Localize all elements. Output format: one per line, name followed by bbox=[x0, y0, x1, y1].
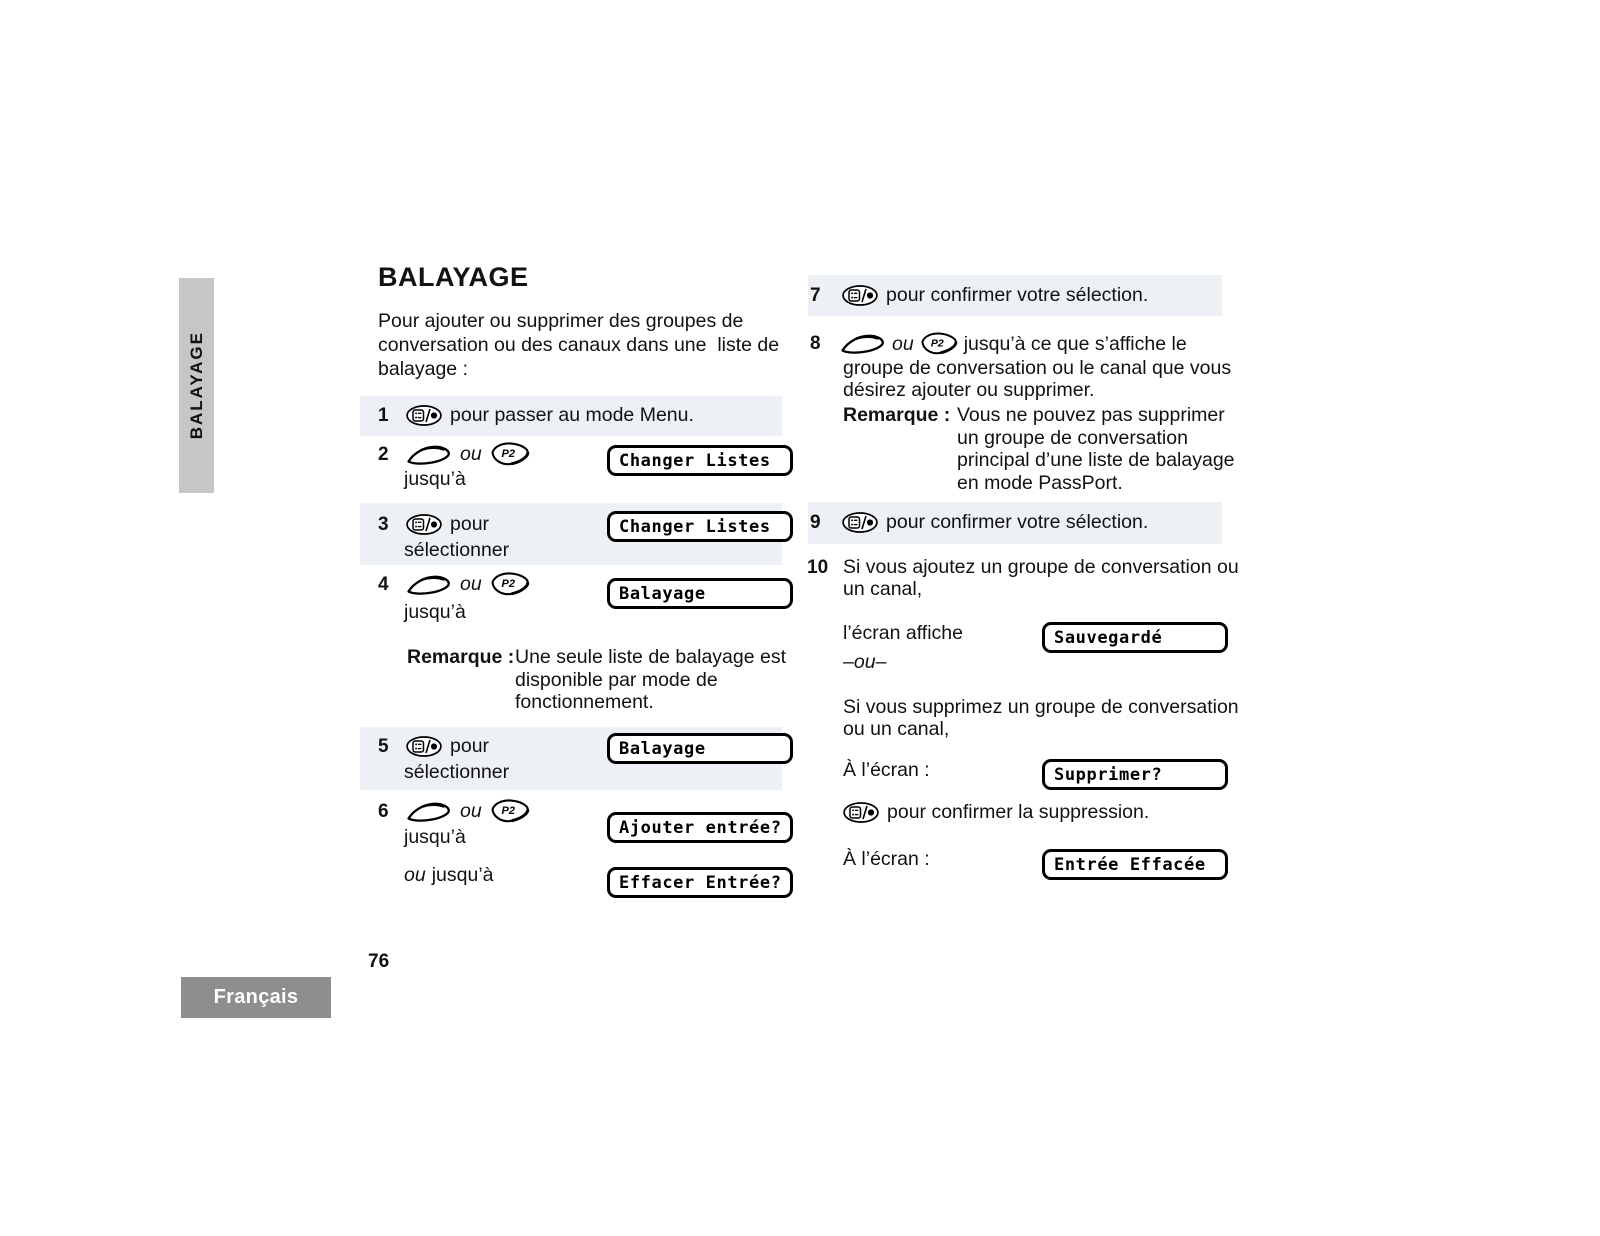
screen-shows-label: l’écran affiche bbox=[843, 622, 963, 644]
menu-select-button-icon bbox=[406, 736, 442, 757]
p2-button-label: P2 bbox=[501, 448, 515, 460]
lcd-balayage bbox=[607, 578, 793, 609]
note-line: principal d’une liste de balayage bbox=[957, 449, 1235, 471]
intro-line: balayage : bbox=[378, 358, 468, 380]
lcd-text: Changer Listes bbox=[619, 450, 771, 471]
step-6-alternative bbox=[404, 864, 494, 887]
step-10-line3: Si vous supprimez un groupe de conversation bbox=[843, 696, 1239, 718]
p2-button-icon bbox=[490, 441, 530, 468]
step-text: jusqu’à ce que s’affiche le bbox=[963, 332, 1187, 355]
step-4-continuation: jusqu’à bbox=[404, 601, 466, 623]
step-6 bbox=[378, 798, 530, 825]
lcd-text: Supprimer? bbox=[1054, 764, 1163, 785]
sidebar-tab-balayage bbox=[179, 278, 214, 493]
dash: – bbox=[875, 651, 887, 673]
step-6-continuation: jusqu’à bbox=[404, 826, 466, 848]
step-10 bbox=[807, 556, 1239, 579]
or-word: ou bbox=[460, 800, 482, 822]
step-number: 6 bbox=[378, 800, 389, 822]
lcd-sauvegarde bbox=[1042, 622, 1228, 653]
lcd-balayage bbox=[607, 733, 793, 764]
lcd-text: Ajouter entrée? bbox=[619, 817, 782, 838]
step-text: pour bbox=[450, 735, 490, 757]
step-5-continuation: sélectionner bbox=[404, 761, 510, 783]
step-text: pour confirmer votre sélection. bbox=[886, 284, 1149, 306]
step-8 bbox=[810, 331, 1187, 357]
step-number: 8 bbox=[810, 333, 821, 354]
lcd-text: Entrée Effacée bbox=[1054, 854, 1206, 875]
step-text: pour confirmer la suppression. bbox=[887, 801, 1150, 823]
language-tab bbox=[181, 977, 331, 1018]
step-7 bbox=[810, 284, 1148, 307]
or-word: ou bbox=[853, 651, 876, 673]
note-line: un groupe de conversation bbox=[957, 426, 1188, 449]
lcd-text: Balayage bbox=[619, 583, 706, 604]
p2-button-icon bbox=[490, 798, 530, 825]
step-number: 2 bbox=[378, 443, 389, 465]
lcd-text: Sauvegardé bbox=[1054, 627, 1163, 648]
page-number: 76 bbox=[368, 951, 390, 972]
step-5 bbox=[378, 735, 489, 758]
dash: – bbox=[843, 651, 854, 673]
step-text: pour bbox=[450, 513, 490, 535]
scroll-rocker-icon bbox=[406, 574, 452, 596]
menu-select-button-icon bbox=[843, 802, 879, 823]
lcd-supprimer bbox=[1042, 759, 1228, 790]
menu-select-button-icon bbox=[842, 285, 878, 306]
step-number: 7 bbox=[810, 284, 821, 306]
step-2 bbox=[378, 441, 530, 468]
step-number: 9 bbox=[810, 511, 821, 533]
step-number: 4 bbox=[378, 573, 389, 595]
lcd-text: Effacer Entrée? bbox=[619, 872, 782, 893]
lcd-ajouter-entree bbox=[607, 812, 793, 843]
lcd-changer-listes bbox=[607, 445, 793, 476]
step-number: 3 bbox=[378, 513, 389, 535]
step-number: 10 bbox=[807, 556, 829, 578]
or-word: ou bbox=[404, 864, 426, 886]
p2-button-label: P2 bbox=[501, 805, 515, 817]
note-line: fonctionnement. bbox=[515, 691, 654, 713]
p2-button-icon bbox=[920, 331, 958, 357]
note-line: Une seule liste de balayage est bbox=[515, 646, 787, 668]
lcd-text: Changer Listes bbox=[619, 516, 771, 537]
intro-line: Pour ajouter ou supprimer des groupes de bbox=[378, 310, 744, 332]
step-text: pour passer au mode Menu. bbox=[450, 404, 694, 426]
or-word: ou bbox=[460, 443, 482, 465]
step-3 bbox=[378, 513, 489, 536]
scroll-rocker-icon bbox=[840, 333, 886, 355]
until-word: jusqu’à bbox=[431, 864, 494, 886]
step-9 bbox=[810, 511, 1148, 534]
at-screen-label: À l’écran : bbox=[843, 848, 930, 870]
step-10-line2: un canal, bbox=[843, 578, 923, 600]
scroll-rocker-icon bbox=[406, 444, 452, 466]
lcd-entree-effacee bbox=[1042, 849, 1228, 880]
note-line: en mode PassPort. bbox=[957, 471, 1123, 494]
p2-button-icon bbox=[490, 571, 530, 598]
p2-button-label: P2 bbox=[501, 578, 515, 590]
lcd-effacer-entree bbox=[607, 867, 793, 898]
p2-button-label: P2 bbox=[930, 338, 944, 350]
step-1 bbox=[378, 404, 694, 427]
confirm-delete-instruction bbox=[843, 801, 1149, 824]
step-8-line2: groupe de conversation ou le canal que vous bbox=[843, 357, 1232, 379]
or-word: ou bbox=[892, 332, 914, 355]
step-number: 5 bbox=[378, 735, 389, 757]
menu-select-button-icon bbox=[406, 514, 442, 535]
language-tab-label: Français bbox=[213, 986, 299, 1008]
step-number: 1 bbox=[378, 404, 389, 426]
at-screen-label: À l’écran : bbox=[843, 759, 930, 781]
intro-paragraph bbox=[378, 309, 779, 381]
step-2-continuation: jusqu’à bbox=[404, 468, 466, 490]
step-8-line3: désirez ajouter ou supprimer. bbox=[843, 379, 1095, 401]
lcd-changer-listes bbox=[607, 511, 793, 542]
page-title: BALAYAGE bbox=[378, 262, 529, 292]
note-label: Remarque : bbox=[407, 646, 515, 668]
menu-select-button-icon bbox=[406, 405, 442, 426]
scroll-rocker-icon bbox=[406, 801, 452, 823]
intro-line: conversation ou des canaux dans une liste de bbox=[378, 334, 780, 356]
lcd-text: Balayage bbox=[619, 738, 706, 759]
or-separator bbox=[843, 651, 886, 674]
step-4 bbox=[378, 571, 530, 598]
menu-select-button-icon bbox=[842, 512, 878, 533]
note-text bbox=[957, 404, 1235, 494]
step-text: pour confirmer votre sélection. bbox=[886, 511, 1149, 533]
step-10-line4: ou un canal, bbox=[843, 718, 950, 740]
or-word: ou bbox=[460, 573, 482, 595]
note-line: disponible par mode de bbox=[515, 668, 718, 691]
step-text: Si vous ajoutez un groupe de conversation ou bbox=[843, 556, 1239, 578]
note-text bbox=[515, 646, 786, 714]
sidebar-tab-label: BALAYAGE bbox=[186, 331, 206, 440]
step-3-continuation: sélectionner bbox=[404, 539, 510, 561]
note-line: Vous ne pouvez pas supprimer bbox=[957, 404, 1225, 426]
note-label: Remarque : bbox=[843, 404, 951, 426]
